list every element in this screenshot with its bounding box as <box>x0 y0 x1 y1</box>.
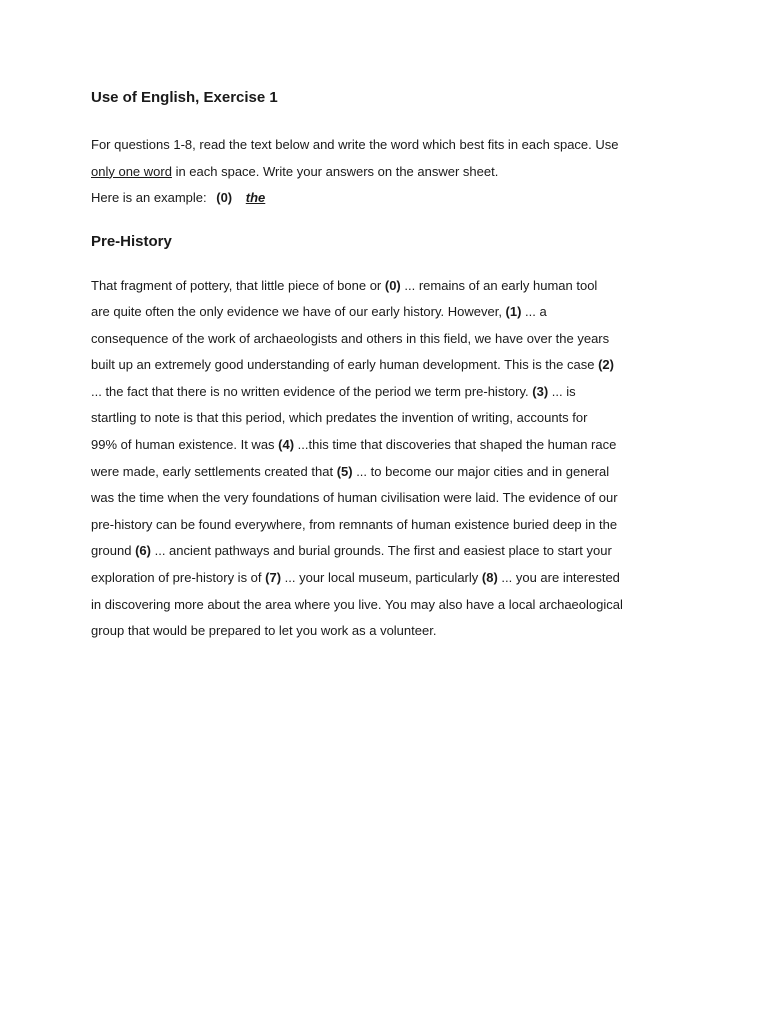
passage-text: group that would be prepared to let you work as a volunteer. <box>91 623 437 639</box>
passage-line <box>91 432 691 459</box>
passage-text: ...this time that discoveries that shaped the human race <box>294 437 617 453</box>
exercise-title: Use of English, Exercise 1 <box>91 89 278 106</box>
instructions-emphasis: only one word <box>91 163 172 179</box>
passage-line <box>91 565 691 592</box>
instructions-line-2 <box>91 159 691 186</box>
passage-text: startling to note is that this period, which predates the invention of writing, accounts for <box>91 410 588 426</box>
passage-text: were made, early settlements created that <box>91 463 337 479</box>
instructions-text: For questions 1-8, read the text below and write the word which best fits in each space. Use <box>91 137 619 152</box>
passage-text: ... ancient pathways and burial grounds. The first and easiest place to start your <box>150 543 612 559</box>
gap-marker: (0) <box>384 277 401 293</box>
example-line <box>91 185 691 212</box>
passage-text: ... the fact that there is no written evidence of the period we term pre-history. <box>91 383 533 399</box>
example-marker: (0) <box>216 190 233 205</box>
passage-text: consequence of the work of archaeologists and others in this field, we have over the years <box>91 330 610 346</box>
passage-text: ground <box>91 543 136 559</box>
gap-marker: (1) <box>505 304 522 320</box>
passage-text: are quite often the only evidence we have of our early history. However, <box>91 304 506 320</box>
passage-text: That fragment of pottery, that little piece of bone or <box>91 277 385 293</box>
gap-marker: (8) <box>481 570 498 586</box>
passage-text: ... you are interested <box>497 570 620 586</box>
instructions <box>91 132 691 212</box>
passage-text: ... to become our major cities and in general <box>352 463 610 479</box>
passage-line <box>91 512 691 539</box>
passage-line <box>91 592 691 619</box>
instructions-line-1 <box>91 132 691 159</box>
passage-line <box>91 459 691 486</box>
passage-text: ... a <box>521 304 547 320</box>
passage-line <box>91 299 691 326</box>
gap-marker: (2) <box>598 357 614 373</box>
passage-text: was the time when the very foundations of human civilisation were laid. The evidence of our <box>91 490 618 506</box>
passage-line <box>91 618 691 645</box>
passage-text: exploration of pre-history is of <box>91 570 266 586</box>
passage-text: pre-history can be found everywhere, from remnants of human existence buried deep in the <box>91 516 618 532</box>
passage-line <box>91 379 691 406</box>
passage-text: ... your local museum, particularly <box>281 570 482 586</box>
document-page <box>91 88 691 645</box>
gap-marker: (4) <box>278 437 295 453</box>
section-title: Pre-History <box>91 232 172 250</box>
passage-text: built up an extremely good understanding of early human development. This is the case <box>91 357 599 373</box>
passage-text: 99% of human existence. It was <box>91 437 279 453</box>
gap-marker: (5) <box>336 463 353 479</box>
passage-line <box>91 352 691 379</box>
passage <box>91 273 691 645</box>
passage-text: ... is <box>548 383 576 399</box>
passage-text: in discovering more about the area where you live. You may also have a local archaeological <box>91 596 623 612</box>
passage-line <box>91 405 691 432</box>
instructions-text-rest: in each space. Write your answers on the answer sheet. <box>171 163 499 179</box>
gap-marker: (7) <box>265 570 282 586</box>
passage-line <box>91 485 691 512</box>
passage-text: ... remains of an early human tool <box>400 277 598 293</box>
example-prefix: Here is an example: <box>91 190 207 205</box>
gap-marker: (6) <box>135 543 151 559</box>
example-word: the <box>245 190 266 205</box>
passage-line <box>91 538 691 565</box>
passage-line <box>91 273 691 300</box>
gap-marker: (3) <box>532 383 549 399</box>
passage-line <box>91 326 691 353</box>
